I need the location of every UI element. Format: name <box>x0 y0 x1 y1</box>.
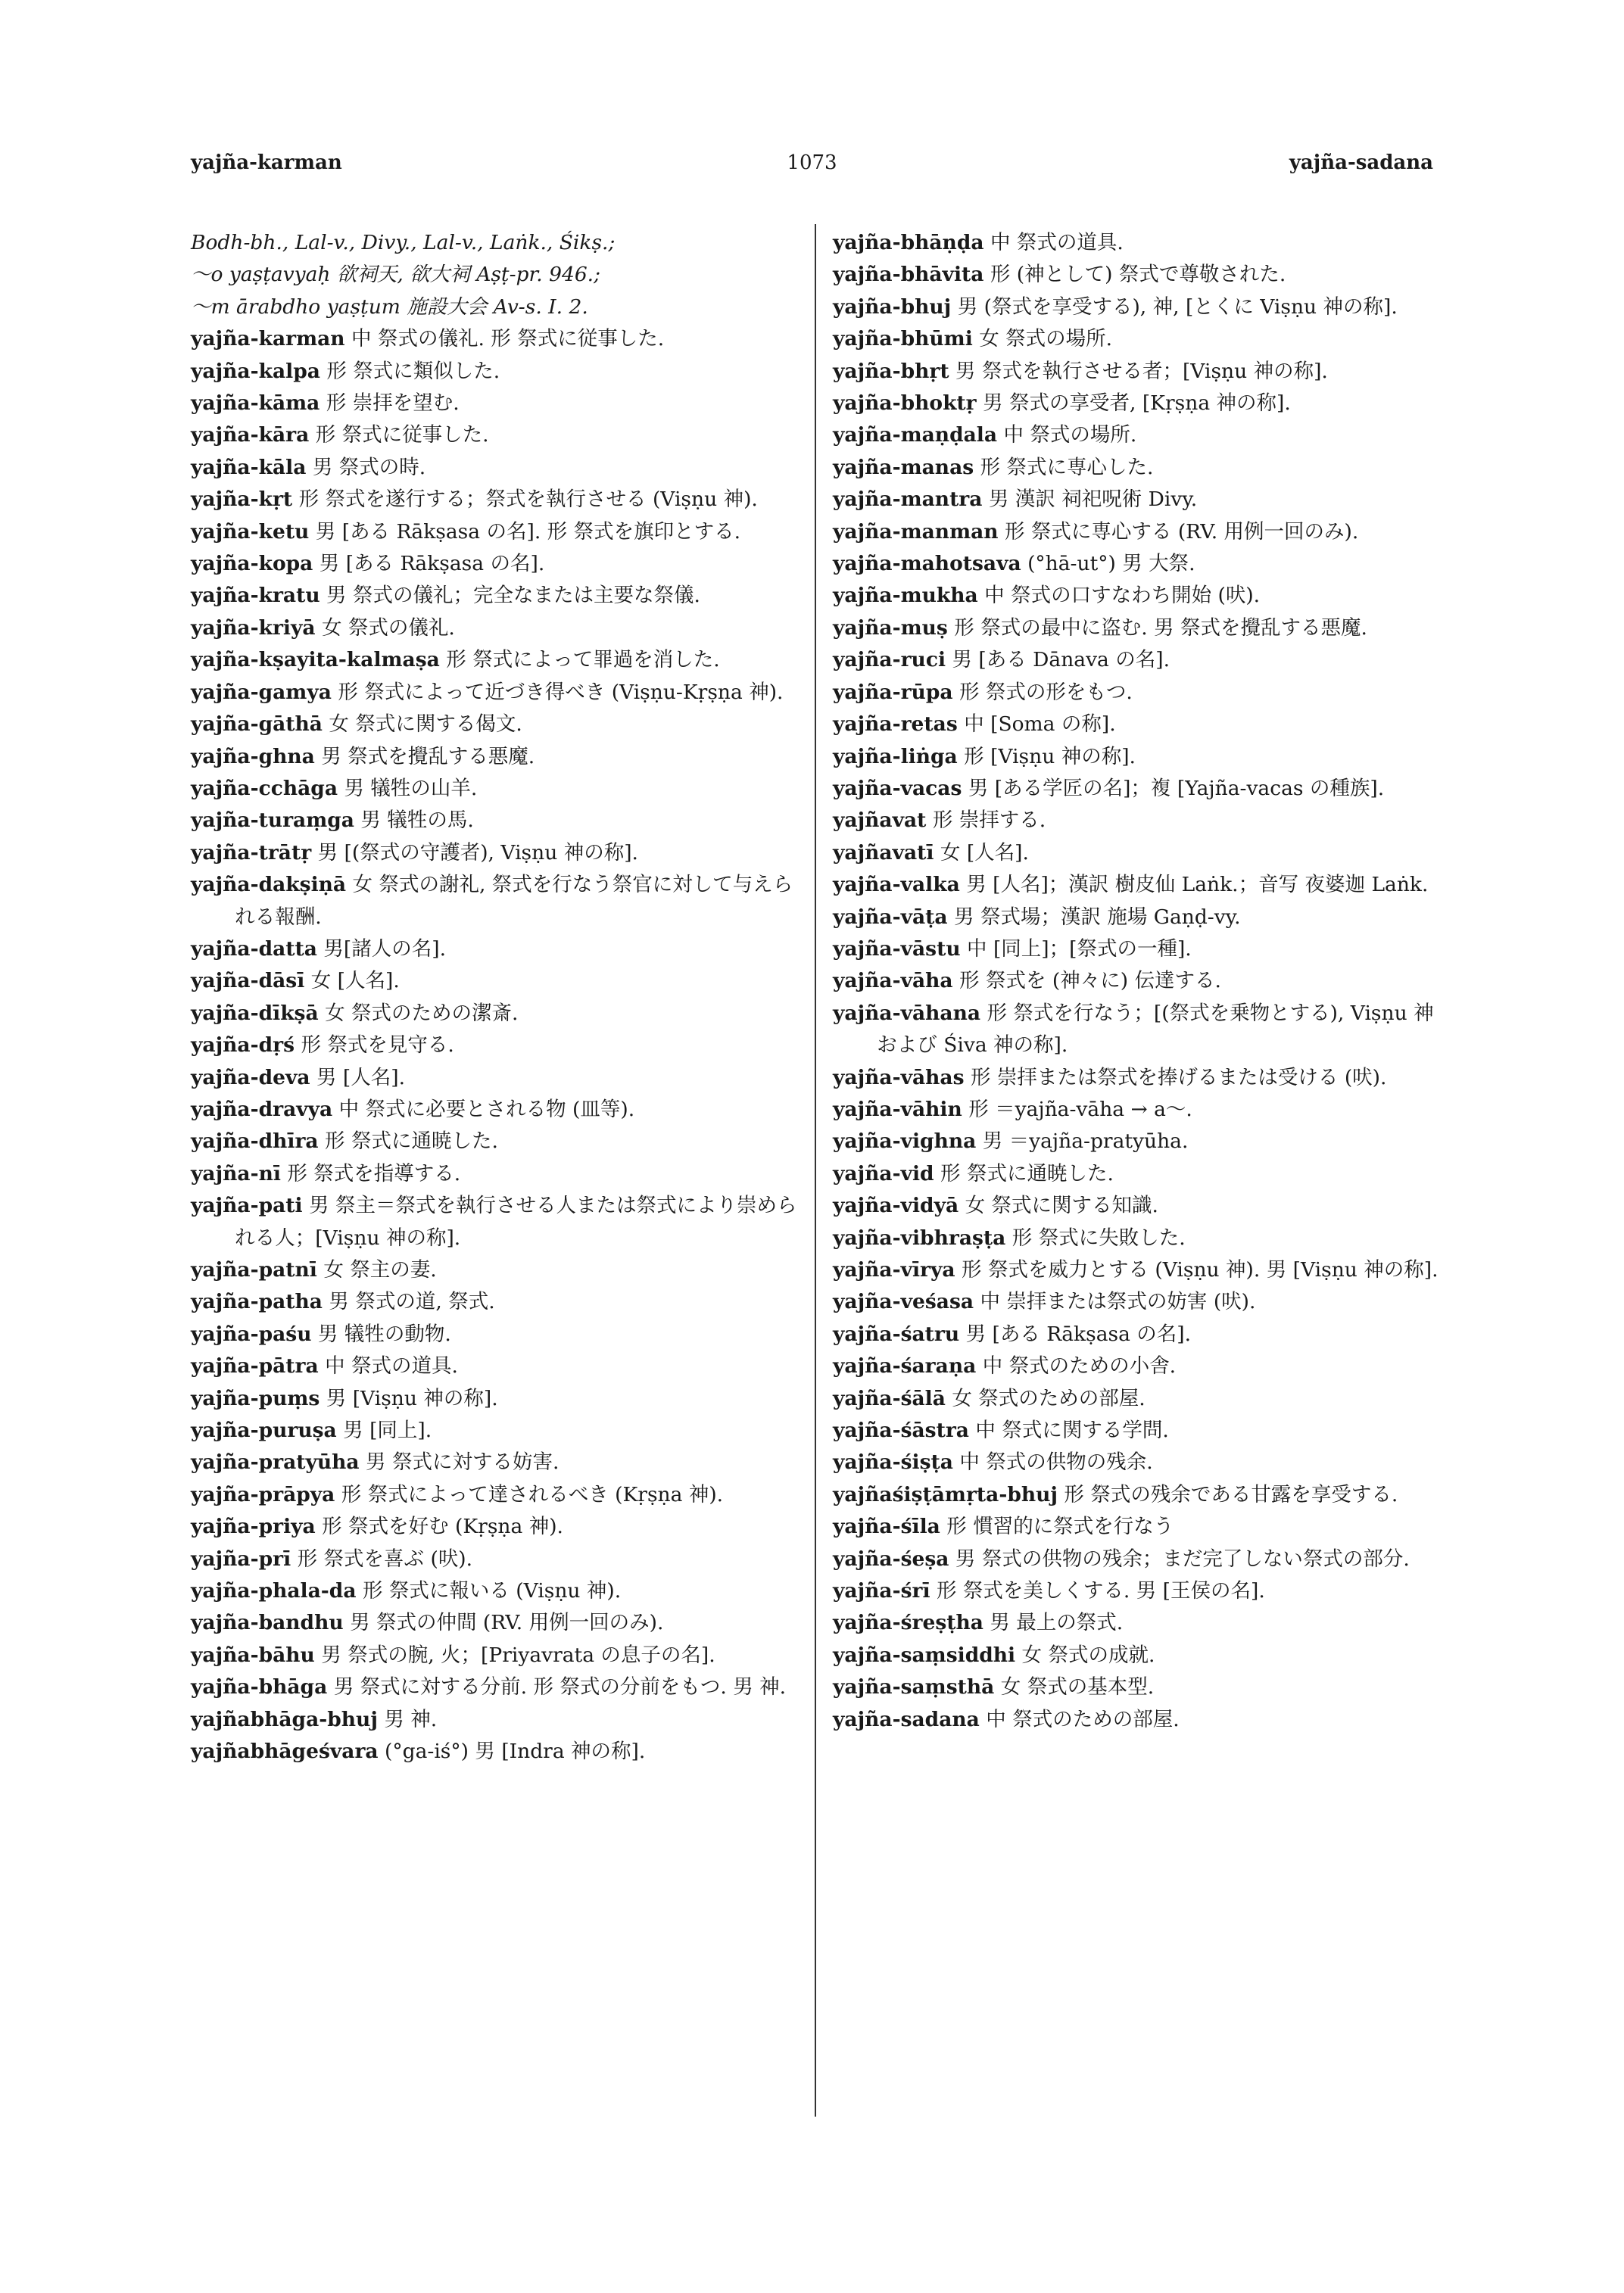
definition: 形 祭式に従事した. <box>315 423 489 447</box>
definition: 中 [Soma の称]. <box>964 712 1116 737</box>
headword: yajña-vāha <box>833 969 953 993</box>
dictionary-entry <box>191 323 804 355</box>
definition: 形 祭式を指導する. <box>287 1161 461 1185</box>
dictionary-entry <box>833 452 1439 484</box>
definition: 男 祭式の時. <box>312 455 426 479</box>
dictionary-entry <box>833 1671 1439 1703</box>
definition: 男 [同上]. <box>343 1419 432 1443</box>
definition: 男 祭式を攪乱する悪魔. <box>321 744 535 768</box>
dictionary-entry <box>833 419 1439 451</box>
definition: 形 祭式を行なう；[(祭式を乗物とする), Viṣṇu 神 および Śiva 神の称]. <box>877 1001 1434 1058</box>
definition: 形 祭式によって達されるべき (Kṛṣṇa 神). <box>341 1482 724 1506</box>
definition: 女 祭式の基本型. <box>1000 1675 1155 1699</box>
dictionary-entry <box>833 1511 1439 1543</box>
headword: yajña-dāsī <box>191 969 305 993</box>
definition: 中 祭式の場所. <box>1003 423 1137 447</box>
dictionary-entry <box>191 773 804 805</box>
headword: yajña-bhāṇḍa <box>833 231 984 254</box>
definition: 男 [人名]. <box>316 1065 406 1089</box>
headword: yajña-dhīra <box>191 1129 319 1154</box>
left-column <box>191 227 804 1768</box>
definition: 中 祭式に関する学問. <box>975 1419 1169 1443</box>
definition: 形 祭式に通暁した. <box>325 1129 498 1154</box>
definition: 形 祭式の残余である甘露を享受する. <box>1064 1482 1398 1506</box>
dictionary-entry <box>191 1062 804 1094</box>
dictionary-entry <box>833 1254 1439 1286</box>
dictionary-entry <box>191 677 804 709</box>
headword: yajña-gāthā <box>191 712 323 737</box>
definition: 中 祭式の供物の残余. <box>959 1450 1153 1475</box>
headword: yajña-puruṣa <box>191 1419 337 1443</box>
definition: 形 祭式を喜ぶ (吠). <box>297 1547 473 1571</box>
dictionary-entry <box>833 1704 1439 1736</box>
dictionary-entry <box>191 1447 804 1478</box>
definition: 男 犠牲の馬. <box>360 808 474 833</box>
headword: yajña-śiṣṭa <box>833 1450 953 1475</box>
headword: yajña-ketu <box>191 519 310 544</box>
dictionary-entry <box>191 933 804 965</box>
headword: yajña-dakṣiṇā <box>191 873 347 897</box>
definition: 形 (神として) 祭式で尊敬された. <box>990 263 1286 287</box>
definition: 男 漢訳 祠祀呪術 Divy. <box>988 488 1198 512</box>
definition: 形 祭式に通暁した. <box>940 1161 1114 1185</box>
headword: yajña-cchāga <box>191 776 338 800</box>
dictionary-entry <box>833 1223 1439 1254</box>
headword: yajña-paśu <box>191 1322 312 1346</box>
definition: 男 祭式場；漢訳 施場 Gaṇḍ-vy. <box>954 905 1241 929</box>
dictionary-entry <box>833 1319 1439 1351</box>
definition: 形 祭式によって罪過を消した. <box>446 648 720 672</box>
definition: 形 祭式に専心した. <box>980 455 1154 479</box>
definition: 女 祭式のための潔斎. <box>325 1001 519 1025</box>
definition: 形 祭式に報いる (Viṣṇu 神). <box>362 1579 622 1603</box>
definition: 中 祭式のための小舎. <box>982 1354 1177 1379</box>
dictionary-entry <box>191 548 804 580</box>
dictionary-entry <box>191 1544 804 1575</box>
entry-continuation <box>191 291 804 323</box>
headword: yajña-veśasa <box>833 1290 974 1314</box>
dictionary-entry <box>833 1607 1439 1639</box>
dictionary-entry <box>833 227 1439 259</box>
definition: 形 ＝yajña-vāha → a～. <box>968 1097 1192 1121</box>
headword: yajña-vāhana <box>833 1001 981 1025</box>
definition: 形 崇拝する. <box>932 808 1046 833</box>
definition: 男[諸人の名]. <box>323 936 446 961</box>
dictionary-entry <box>833 677 1439 709</box>
headword: yajña-śālā <box>833 1386 946 1410</box>
headword: yajña-karman <box>191 327 345 351</box>
definition: 女 祭式に関する偈文. <box>329 712 522 737</box>
dictionary-entry <box>191 1094 804 1126</box>
dictionary-entry <box>191 1351 804 1382</box>
dictionary-entry <box>833 1126 1439 1157</box>
definition: 女 祭式に関する知識. <box>965 1194 1158 1218</box>
headword: yajña-pratyūha <box>191 1450 360 1475</box>
definition: 男 祭式の享受者, [Kṛṣṇa 神の称]. <box>983 391 1291 416</box>
dictionary-entry <box>833 902 1439 933</box>
dictionary-entry <box>833 1190 1439 1222</box>
dictionary-entry <box>833 933 1439 965</box>
dictionary-entry <box>833 1062 1439 1094</box>
headword: yajña-mantra <box>833 488 983 512</box>
headword: yajña-dṛś <box>191 1033 295 1058</box>
headword: yajña-vidyā <box>833 1194 959 1218</box>
definition: 形 祭式の形をもつ. <box>959 680 1133 704</box>
dictionary-entry <box>833 388 1439 419</box>
definition: 男 祭式の供物の残余；まだ完了しない祭式の部分. <box>955 1547 1410 1571</box>
headword: yajña-vibhraṣṭa <box>833 1226 1006 1250</box>
dictionary-entry <box>833 1351 1439 1382</box>
headword: yajña-pātra <box>191 1354 319 1379</box>
dictionary-entry <box>833 965 1439 997</box>
headword: yajña-pati <box>191 1194 303 1218</box>
headword: yajñabhāga-bhuj <box>191 1707 378 1731</box>
definition: 中 崇拝または祭式の妨害 (吠). <box>980 1290 1256 1314</box>
headword: yajña-saṃsiddhi <box>833 1643 1016 1667</box>
headword: yajña-bāhu <box>191 1643 315 1667</box>
headword: yajñavat <box>833 808 927 833</box>
definition: 形 祭式に専心する (RV. 用例一回のみ). <box>1005 519 1359 544</box>
dictionary-entry <box>833 805 1439 837</box>
headword: yajña-vāstu <box>833 936 961 961</box>
dictionary-entry <box>191 1126 804 1157</box>
definition: 男 犠牲の動物. <box>317 1322 451 1346</box>
definition: 男 [(祭式の守護者), Viṣṇu 神の称]. <box>317 840 638 865</box>
dictionary-entry <box>191 1383 804 1415</box>
definition: 形 祭式によって近づき得べき (Viṣṇu-Kṛṣṇa 神). <box>338 680 784 704</box>
definition: 女 [人名]. <box>940 840 1029 865</box>
headword: yajña-śrī <box>833 1579 930 1603</box>
dictionary-entry <box>833 1479 1439 1511</box>
definition: 男 [ある Rākṣasa の名]. <box>319 552 545 576</box>
dictionary-entry <box>191 1575 804 1607</box>
dictionary-entry <box>191 580 804 612</box>
definition: 男 最上の祭式. <box>990 1611 1124 1635</box>
dictionary-entry <box>833 869 1439 901</box>
definition: 男 祭式を執行させる者；[Viṣṇu 神の称]. <box>955 359 1328 383</box>
headword: yajña-ruci <box>833 648 946 672</box>
headword: yajña-śreṣṭha <box>833 1611 983 1635</box>
headword: yajña-sadana <box>833 1707 980 1731</box>
headword: yajña-patha <box>191 1290 323 1314</box>
dictionary-entry <box>833 1575 1439 1607</box>
dictionary-entry <box>191 805 804 837</box>
headword: yajña-kāla <box>191 455 307 479</box>
definition: 男 [ある Rākṣasa の名]. <box>965 1322 1192 1346</box>
dictionary-entry <box>191 741 804 773</box>
definition: 男 [ある Dānava の名]. <box>952 648 1170 672</box>
headword: yajña-turaṃga <box>191 808 354 833</box>
definition: Bodh-bh., Lal-v., Divy., Lal-v., Laṅk., Śikṣ.; <box>191 231 616 254</box>
dictionary-entry <box>833 356 1439 388</box>
headword: yajña-kalpa <box>191 359 320 383</box>
definition: 形 祭式を好む (Kṛṣṇa 神). <box>322 1515 563 1539</box>
headword: yajña-liṅga <box>833 744 958 768</box>
headword: yajña-retas <box>833 712 958 737</box>
header-first-headword: yajña-karman <box>191 151 342 174</box>
definition: 女 祭主の妻. <box>323 1258 437 1282</box>
headword: yajña-śatru <box>833 1322 960 1346</box>
dictionary-entry <box>833 1447 1439 1478</box>
dictionary-entry <box>833 291 1439 323</box>
dictionary-entry <box>833 1286 1439 1318</box>
headword: yajña-vacas <box>833 776 962 800</box>
headword: yajña-dīkṣā <box>191 1001 319 1025</box>
dictionary-entry <box>833 837 1439 869</box>
dictionary-entry <box>191 1254 804 1286</box>
entry-continuation <box>191 259 804 291</box>
headword: yajña-nī <box>191 1161 281 1185</box>
definition: 中 祭式の道具. <box>990 231 1124 254</box>
dictionary-entry <box>833 612 1439 644</box>
headword: yajñavatī <box>833 840 934 865</box>
headword: yajña-maṇḍala <box>833 423 998 447</box>
definition: 女 祭式の謝礼, 祭式を行なう祭官に対して与えられる報酬. <box>235 873 793 929</box>
headword: yajña-mahotsava <box>833 552 1021 576</box>
dictionary-entry <box>191 1671 804 1703</box>
dictionary-entry <box>833 709 1439 740</box>
dictionary-entry <box>833 998 1439 1062</box>
definition: 形 祭式に失敗した. <box>1011 1226 1186 1250</box>
dictionary-entry <box>833 548 1439 580</box>
headword: yajña-vāhin <box>833 1097 962 1121</box>
definition: 中 祭式の儀礼. 形 祭式に従事した. <box>351 327 665 351</box>
definition: 形 祭式を遂行する；祭式を執行させる (Viṣṇu 神). <box>298 488 758 512</box>
headword: yajña-śāstra <box>833 1419 969 1443</box>
headword: yajña-kāma <box>191 391 320 416</box>
headword: yajña-vīrya <box>833 1258 955 1282</box>
dictionary-entry <box>191 1415 804 1447</box>
headword: yajña-prāpya <box>191 1482 335 1506</box>
headword: yajña-valka <box>833 873 960 897</box>
dictionary-entry <box>191 516 804 548</box>
headword: yajña-patnī <box>191 1258 317 1282</box>
headword: yajñaśiṣṭāmṛta-bhuj <box>833 1482 1058 1506</box>
definition: 中 祭式の道具. <box>325 1354 458 1379</box>
definition: 女 祭式のための部屋. <box>952 1386 1146 1410</box>
definition: 形 祭式を (神々に) 伝達する. <box>959 969 1221 993</box>
headword: yajña-mukha <box>833 584 978 608</box>
headword: yajña-muṣ <box>833 615 948 640</box>
dictionary-entry <box>833 516 1439 548</box>
headword: yajña-gamya <box>191 680 332 704</box>
definition: 男 祭式の仲間 (RV. 用例一回のみ). <box>350 1611 664 1635</box>
definition: 女 祭式の儀礼. <box>322 615 455 640</box>
definition: (°ga-iś°) 男 [Indra 神の称]. <box>385 1740 646 1764</box>
definition: ～m ārabdho yaṣṭum 施設大会 Av-s. I. 2. <box>191 294 588 319</box>
definition: 形 祭式を美しくする. 男 [王侯の名]. <box>936 1579 1265 1603</box>
dictionary-entry <box>833 741 1439 773</box>
definition: 男 祭式に対する分前. 形 祭式の分前をもつ. 男 神. <box>333 1675 787 1699</box>
definition: 形 祭式の最中に盗む. 男 祭式を攪乱する悪魔. <box>954 615 1367 640</box>
dictionary-entry <box>191 484 804 516</box>
headword: yajña-prī <box>191 1547 291 1571</box>
dictionary-entry <box>191 1190 804 1254</box>
headword: yajña-śeṣa <box>833 1547 949 1571</box>
dictionary-entry <box>833 1544 1439 1575</box>
headword: yajña-manman <box>833 519 999 544</box>
definition: 男 [人名]；漢訳 樹皮仙 Laṅk.；音写 夜婆迦 Laṅk. <box>966 873 1429 897</box>
headword: yajña-bhuj <box>833 294 952 319</box>
definition: (°hā-ut°) 男 大祭. <box>1027 552 1195 576</box>
page-header <box>191 151 1433 189</box>
headword: yajña-kṣayita-kalmaṣa <box>191 648 440 672</box>
definition: ～o yaṣṭavyaḥ 欲祠天, 欲大祠 Aṣṭ-pr. 946.; <box>191 263 601 287</box>
definition: 女 祭式の場所. <box>979 327 1113 351</box>
dictionary-entry <box>191 1479 804 1511</box>
definition: 中 祭式の口すなわち開始 (吠). <box>984 584 1261 608</box>
dictionary-entry <box>191 356 804 388</box>
definition: 中 祭式のための部屋. <box>986 1707 1180 1731</box>
definition: 男 [ある学匠の名]；複 [Yajña-vacas の種族]. <box>968 776 1385 800</box>
column-divider <box>815 224 816 2117</box>
dictionary-entry <box>191 1640 804 1671</box>
dictionary-entry <box>833 1640 1439 1671</box>
dictionary-entry <box>191 1704 804 1736</box>
headword: yajña-kopa <box>191 552 313 576</box>
dictionary-entry <box>191 388 804 419</box>
headword: yajña-dravya <box>191 1097 333 1121</box>
page-number: 1073 <box>787 151 837 174</box>
headword: yajña-vāṭa <box>833 905 948 929</box>
definition: 形 [Viṣṇu 神の称]. <box>964 744 1136 768</box>
definition: 中 [同上]；[祭式の一種]. <box>967 936 1192 961</box>
dictionary-entry <box>191 869 804 933</box>
definition: 男 犠牲の山羊. <box>344 776 478 800</box>
dictionary-entry <box>833 1383 1439 1415</box>
headword: yajñabhāgeśvara <box>191 1740 379 1764</box>
header-last-headword: yajña-sadana <box>1289 151 1433 174</box>
dictionary-entry <box>191 1286 804 1318</box>
definition: 形 祭式を見守る. <box>301 1033 454 1058</box>
dictionary-entry <box>833 644 1439 676</box>
headword: yajña-manas <box>833 455 974 479</box>
definition: 形 崇拝を望む. <box>326 391 460 416</box>
dictionary-entry <box>833 323 1439 355</box>
headword: yajña-rūpa <box>833 680 953 704</box>
dictionary-entry <box>833 484 1439 516</box>
definition: 男 祭式に対する妨害. <box>366 1450 560 1475</box>
definition: 形 慣習的に祭式を行なう <box>946 1515 1174 1539</box>
dictionary-entry <box>191 1158 804 1190</box>
right-column <box>833 227 1439 1736</box>
dictionary-entry <box>833 1415 1439 1447</box>
headword: yajña-saṃsthā <box>833 1675 995 1699</box>
definition: 形 祭式に類似した. <box>326 359 500 383</box>
headword: yajña-śīla <box>833 1515 940 1539</box>
headword: yajña-bandhu <box>191 1611 344 1635</box>
headword: yajña-bhoktṛ <box>833 391 977 416</box>
definition: 女 [人名]. <box>310 969 400 993</box>
definition: 男 神. <box>384 1707 438 1731</box>
definition: 男 祭式の腕, 火；[Priyavrata の息子の名]. <box>321 1643 715 1667</box>
entry-continuation <box>191 227 804 259</box>
definition: 形 崇拝または祭式を捧げるまたは受ける (吠). <box>970 1065 1387 1089</box>
headword: yajña-vighna <box>833 1129 977 1154</box>
definition: 女 祭式の成就. <box>1021 1643 1155 1667</box>
headword: yajña-kratu <box>191 584 320 608</box>
headword: yajña-bhāga <box>191 1675 328 1699</box>
headword: yajña-śaraṇa <box>833 1354 977 1379</box>
headword: yajña-trātṛ <box>191 840 312 865</box>
definition: 男 祭式の道, 祭式. <box>329 1290 495 1314</box>
dictionary-entry <box>191 1511 804 1543</box>
headword: yajña-bhṛt <box>833 359 949 383</box>
headword: yajña-puṃs <box>191 1386 320 1410</box>
headword: yajña-kāra <box>191 423 310 447</box>
headword: yajña-phala-da <box>191 1579 357 1603</box>
headword: yajña-priya <box>191 1515 316 1539</box>
dictionary-entry <box>191 644 804 676</box>
dictionary-entry <box>833 580 1439 612</box>
dictionary-entry <box>833 1094 1439 1126</box>
dictionary-entry <box>191 1736 804 1768</box>
definition: 男 祭主＝祭式を執行させる人または祭式により崇められる人；[Viṣṇu 神の称]. <box>235 1194 797 1250</box>
definition: 男 祭式の儀礼；完全なまたは主要な祭儀. <box>326 584 700 608</box>
definition: 男 [ある Rākṣasa の名]. 形 祭式を旗印とする. <box>315 519 741 544</box>
dictionary-entry <box>833 1158 1439 1190</box>
dictionary-entry <box>191 998 804 1030</box>
definition: 男 (祭式を享受する), 神, [とくに Viṣṇu 神の称]. <box>957 294 1398 319</box>
dictionary-entry <box>191 837 804 869</box>
headword: yajña-datta <box>191 936 317 961</box>
dictionary-entry <box>191 419 804 451</box>
dictionary-entry <box>191 709 804 740</box>
headword: yajña-kriyā <box>191 615 316 640</box>
dictionary-entry <box>191 965 804 997</box>
definition: 男 [Viṣṇu 神の称]. <box>326 1386 498 1410</box>
definition: 形 祭式を威力とする (Viṣṇu 神). 男 [Viṣṇu 神の称]. <box>962 1258 1439 1282</box>
definition: 男 ＝yajña-pratyūha. <box>982 1129 1189 1154</box>
headword: yajña-vid <box>833 1161 934 1185</box>
headword: yajña-ghna <box>191 744 315 768</box>
headword: yajña-kṛt <box>191 488 293 512</box>
dictionary-entry <box>191 1319 804 1351</box>
dictionary-entry <box>191 612 804 644</box>
headword: yajña-deva <box>191 1065 310 1089</box>
headword: yajña-bhāvita <box>833 263 984 287</box>
headword: yajña-vāhas <box>833 1065 965 1089</box>
dictionary-entry <box>191 1607 804 1639</box>
definition: 中 祭式に必要とされる物 (皿等). <box>338 1097 635 1121</box>
dictionary-entry <box>833 259 1439 291</box>
dictionary-entry <box>833 773 1439 805</box>
dictionary-entry <box>191 452 804 484</box>
headword: yajña-bhūmi <box>833 327 973 351</box>
dictionary-entry <box>191 1030 804 1061</box>
